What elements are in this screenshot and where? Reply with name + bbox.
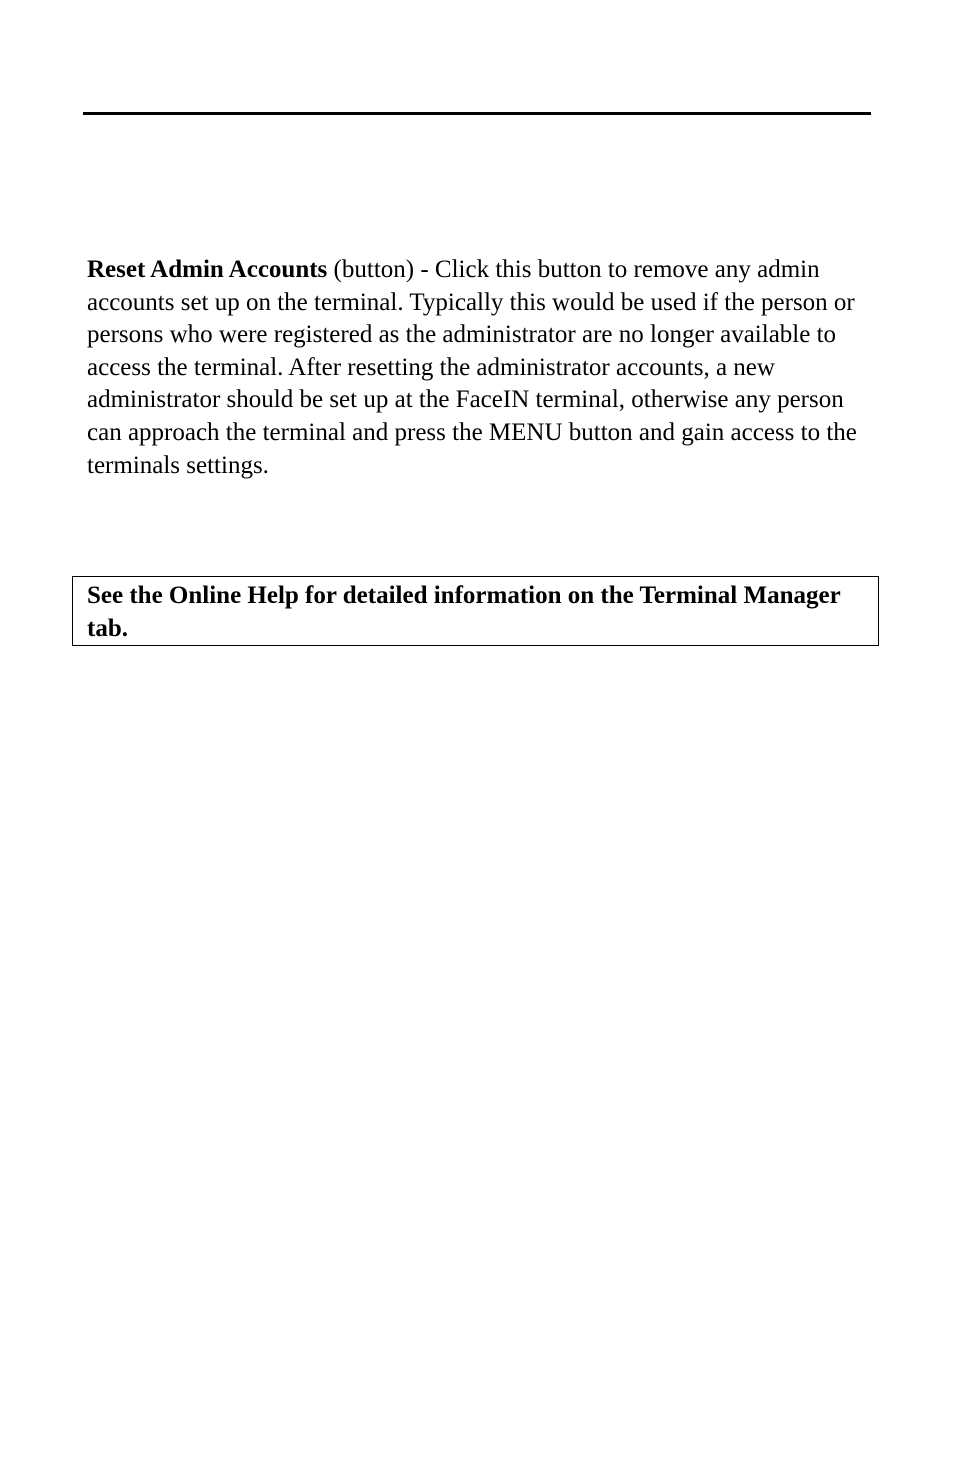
reset-admin-accounts-description: [87, 254, 877, 482]
header-rule: [83, 112, 871, 115]
reset-admin-accounts-text: (button) - Click this button to remove any admin accounts set up on the terminal. Typically this would be used if the person or persons who were registered as the administrator are no longer available to access the terminal. After resetting the administrator accounts, a new administrator should be set up at the FaceIN terminal, otherwise any person can approach the terminal and press the MENU button and gain access to the terminals settings.: [87, 256, 857, 479]
online-help-note-text: See the Online Help for detailed information on the Terminal Manager tab.: [87, 582, 841, 642]
reset-admin-accounts-term: Reset Admin Accounts: [87, 256, 328, 283]
online-help-note-box: [72, 576, 879, 646]
